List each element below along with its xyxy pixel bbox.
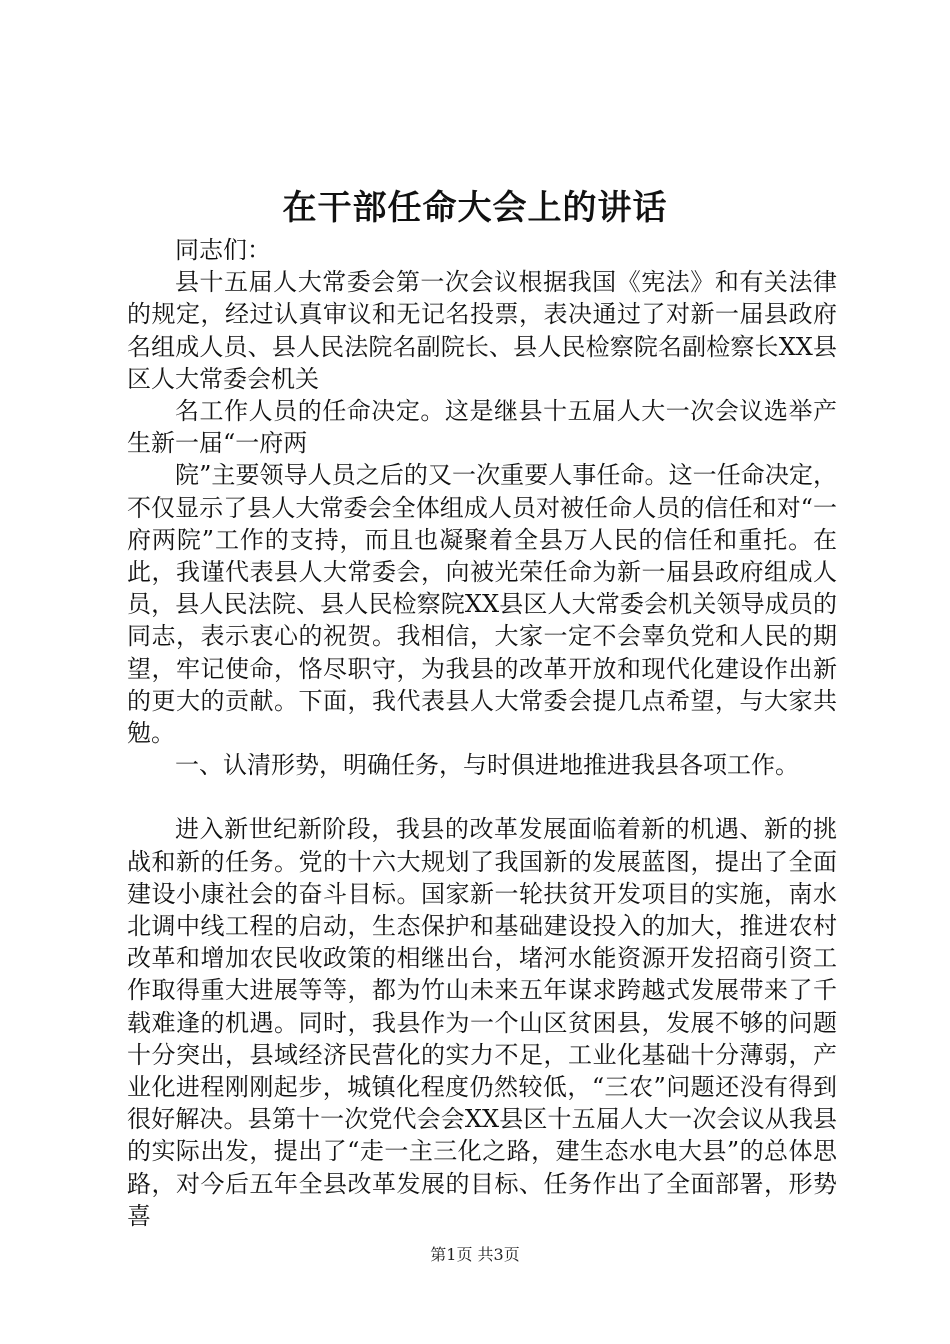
blank-line (127, 781, 837, 813)
paragraph-4: 进入新世纪新阶段，我县的改革发展面临着新的机遇、新的挑战和新的任务。党的十六大规划了我国新的发展蓝图，提出了全面建设小康社会的奋斗目标。国家新一轮扶贫开发项目的实施，南水北调中线工程的启动，生态保护和基础建设投入的加大，推进农村改革和增加农民收政策的相继出台，堵河水能资源开发招商引资工作取得重大进展等等，都为竹山未来五年谋求跨越式发展带来了千载难逢的机遇。同时，我县作为一个山区贫困县，发展不够的问题十分突出，县域经济民营化的实力不足，工业化基础十分薄弱，产业化进程刚刚起步，城镇化程度仍然较低，“三农”问题还没有得到很好解决。县第十一次党代会会XX县区十五届人大一次会议从我县的实际出发，提出了“走一主三化之路，建生态水电大县”的总体思路，对今后五年全县改革发展的目标、任务作出了全面部署，形势喜 (127, 815, 837, 1230)
paragraph-1: 县十五届人大常委会第一次会议根据我国《宪法》和有关法律的规定，经过认真审议和无记名投票，表决通过了对新一届县政府名组成人员、县人民法院名副院长、县人民检察院名副检察长XX县区人大常委会机关 (127, 268, 837, 393)
section-heading-1: 一、认清形势，明确任务，与时俱进地推进我县各项工作。 (175, 751, 799, 780)
page-footer: 第1页 共3页 (430, 1245, 520, 1264)
paragraph-3: 院”主要领导人员之后的又一次重要人事任命。这一任命决定，不仅显示了县人大常委会全体组成人员对被任命人员的信任和对“一府两院”工作的支持，而且也凝聚着全县万人民的信任和重托。在此，我谨代表县人大常委会，向被光荣任命为新一届县政府组成人员，县人民法院、县人民检察院XX县区人大常委会机关领导成员的同志，表示衷心的祝贺。我相信，大家一定不会辜负党和人民的期望，牢记使命，恪尽职守，为我县的改革开放和现代化建设作出新的更大的贡献。下面，我代表县人大常委会提几点希望，与大家共勉。 (127, 461, 837, 748)
document-body (127, 234, 837, 1232)
paragraph-salutation: 同志们： (175, 236, 271, 264)
document-title: 在干部任命大会上的讲话 (282, 188, 668, 228)
paragraph-2: 名工作人员的任命决定。这是继县十五届人大一次会议选举产生新一届“一府两 (127, 397, 837, 458)
